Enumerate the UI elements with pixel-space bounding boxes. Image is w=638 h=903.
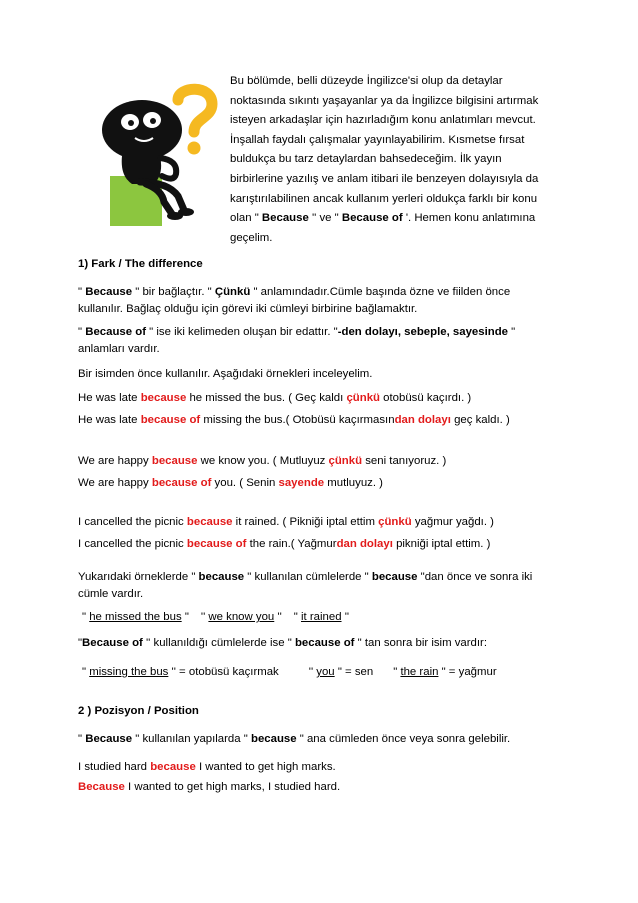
- intro-line: noktasında sıkıntı yaşayanlar ya da İngilizce bilgisini artırmak: [230, 94, 539, 107]
- noun-list: " missing the bus '' = otobüsü kaçırmak '' you " = sen " the rain " = yağmur: [82, 666, 497, 678]
- paragraph-because-position: " Because " kullanılan yapılarda " because " ana cümleden önce veya sonra gelebilir.: [78, 733, 511, 745]
- example-sentence: Because I wanted to get high marks, I studied hard.: [78, 781, 341, 793]
- intro-line: Bu bölümde, belli düzeyde İngilizce'si olup da detaylar: [230, 75, 503, 87]
- paragraph-because-of-preposition: " Because of " ise iki kelimeden oluşan bir edattır. "-den dolayı, sebeple, sayesinde " anlamları vardır.: [78, 326, 516, 355]
- paragraph-because-explanation: Yukarıdaki örneklerde " because " kullanılan cümlelerde " because "dan önce ve sonra iki cümle vardır.: [78, 571, 533, 600]
- intro-line: İnşallah faydalı çalışmalar yayınlayabilirim. Kısmetse fırsat: [230, 133, 525, 146]
- intro-line: isteyen arkadaşlar için hazırladığım konu anlatımları mevcut.: [230, 114, 536, 127]
- question-mark-icon: [178, 89, 212, 154]
- thinking-figure-illustration: [80, 78, 230, 228]
- paragraph-because-of-explanation: "Because of '' kullanıldığı cümlelerde ise " because of " tan sonra bir isim vardır:: [78, 637, 488, 649]
- intro-line: buldukça bu tarz detaylardan bahsedeceğim. İlk yayın: [230, 153, 502, 166]
- paragraph-because-conjunction: " Because " bir bağlaçtır. " Çünkü " anlamındadır.Cümle başında özne ve fiilden önce kullanılır. Bağlaç olduğu için görevi iki cümleyi birbirine bağlamaktır.: [78, 286, 511, 315]
- example-sentence: We are happy because of you. ( Senin sayende mutluyuz. ): [78, 477, 383, 489]
- intro-paragraph: [230, 72, 562, 248]
- section-heading-position: 2 ) Pozisyon / Position: [78, 705, 199, 717]
- example-sentence: He was late because he missed the bus. ( Geç kaldı çünkü otobüsü kaçırdı. ): [78, 392, 472, 404]
- intro-line: birbirlerine yazılış ve anlam itibari ile benzeyen dolayısıyla da: [230, 172, 539, 185]
- example-sentence: I cancelled the picnic because of the rain.( Yağmurdan dolayı pikniği iptal ettim. ): [78, 538, 491, 550]
- intro-line: olan " Because '' ve " Because of '. Hemen konu anlatımına: [230, 212, 536, 225]
- clause-list: " he missed the bus " '' we know you '' " it rained '': [82, 611, 350, 623]
- example-sentence: I cancelled the picnic because it rained. ( Pikniği iptal ettim çünkü yağmur yağdı. ): [78, 516, 494, 528]
- example-sentence: We are happy because we know you. ( Mutluyuz çünkü seni tanıyoruz. ): [78, 455, 447, 467]
- example-sentence: He was late because of missing the bus.( Otobüsü kaçırmasından dolayı geç kaldı. ): [78, 414, 510, 426]
- example-sentence: I studied hard because I wanted to get high marks.: [78, 761, 336, 773]
- section-heading-difference: 1) Fark / The difference: [78, 258, 203, 270]
- intro-line: karıştırılabilinen ancak kullanım yerleri oldukça farklı bir konu: [230, 192, 538, 205]
- intro-line: geçelim.: [230, 231, 273, 244]
- paragraph-examples-intro: Bir isimden önce kullanılır. Aşağıdaki örnekleri inceleyelim.: [78, 368, 373, 380]
